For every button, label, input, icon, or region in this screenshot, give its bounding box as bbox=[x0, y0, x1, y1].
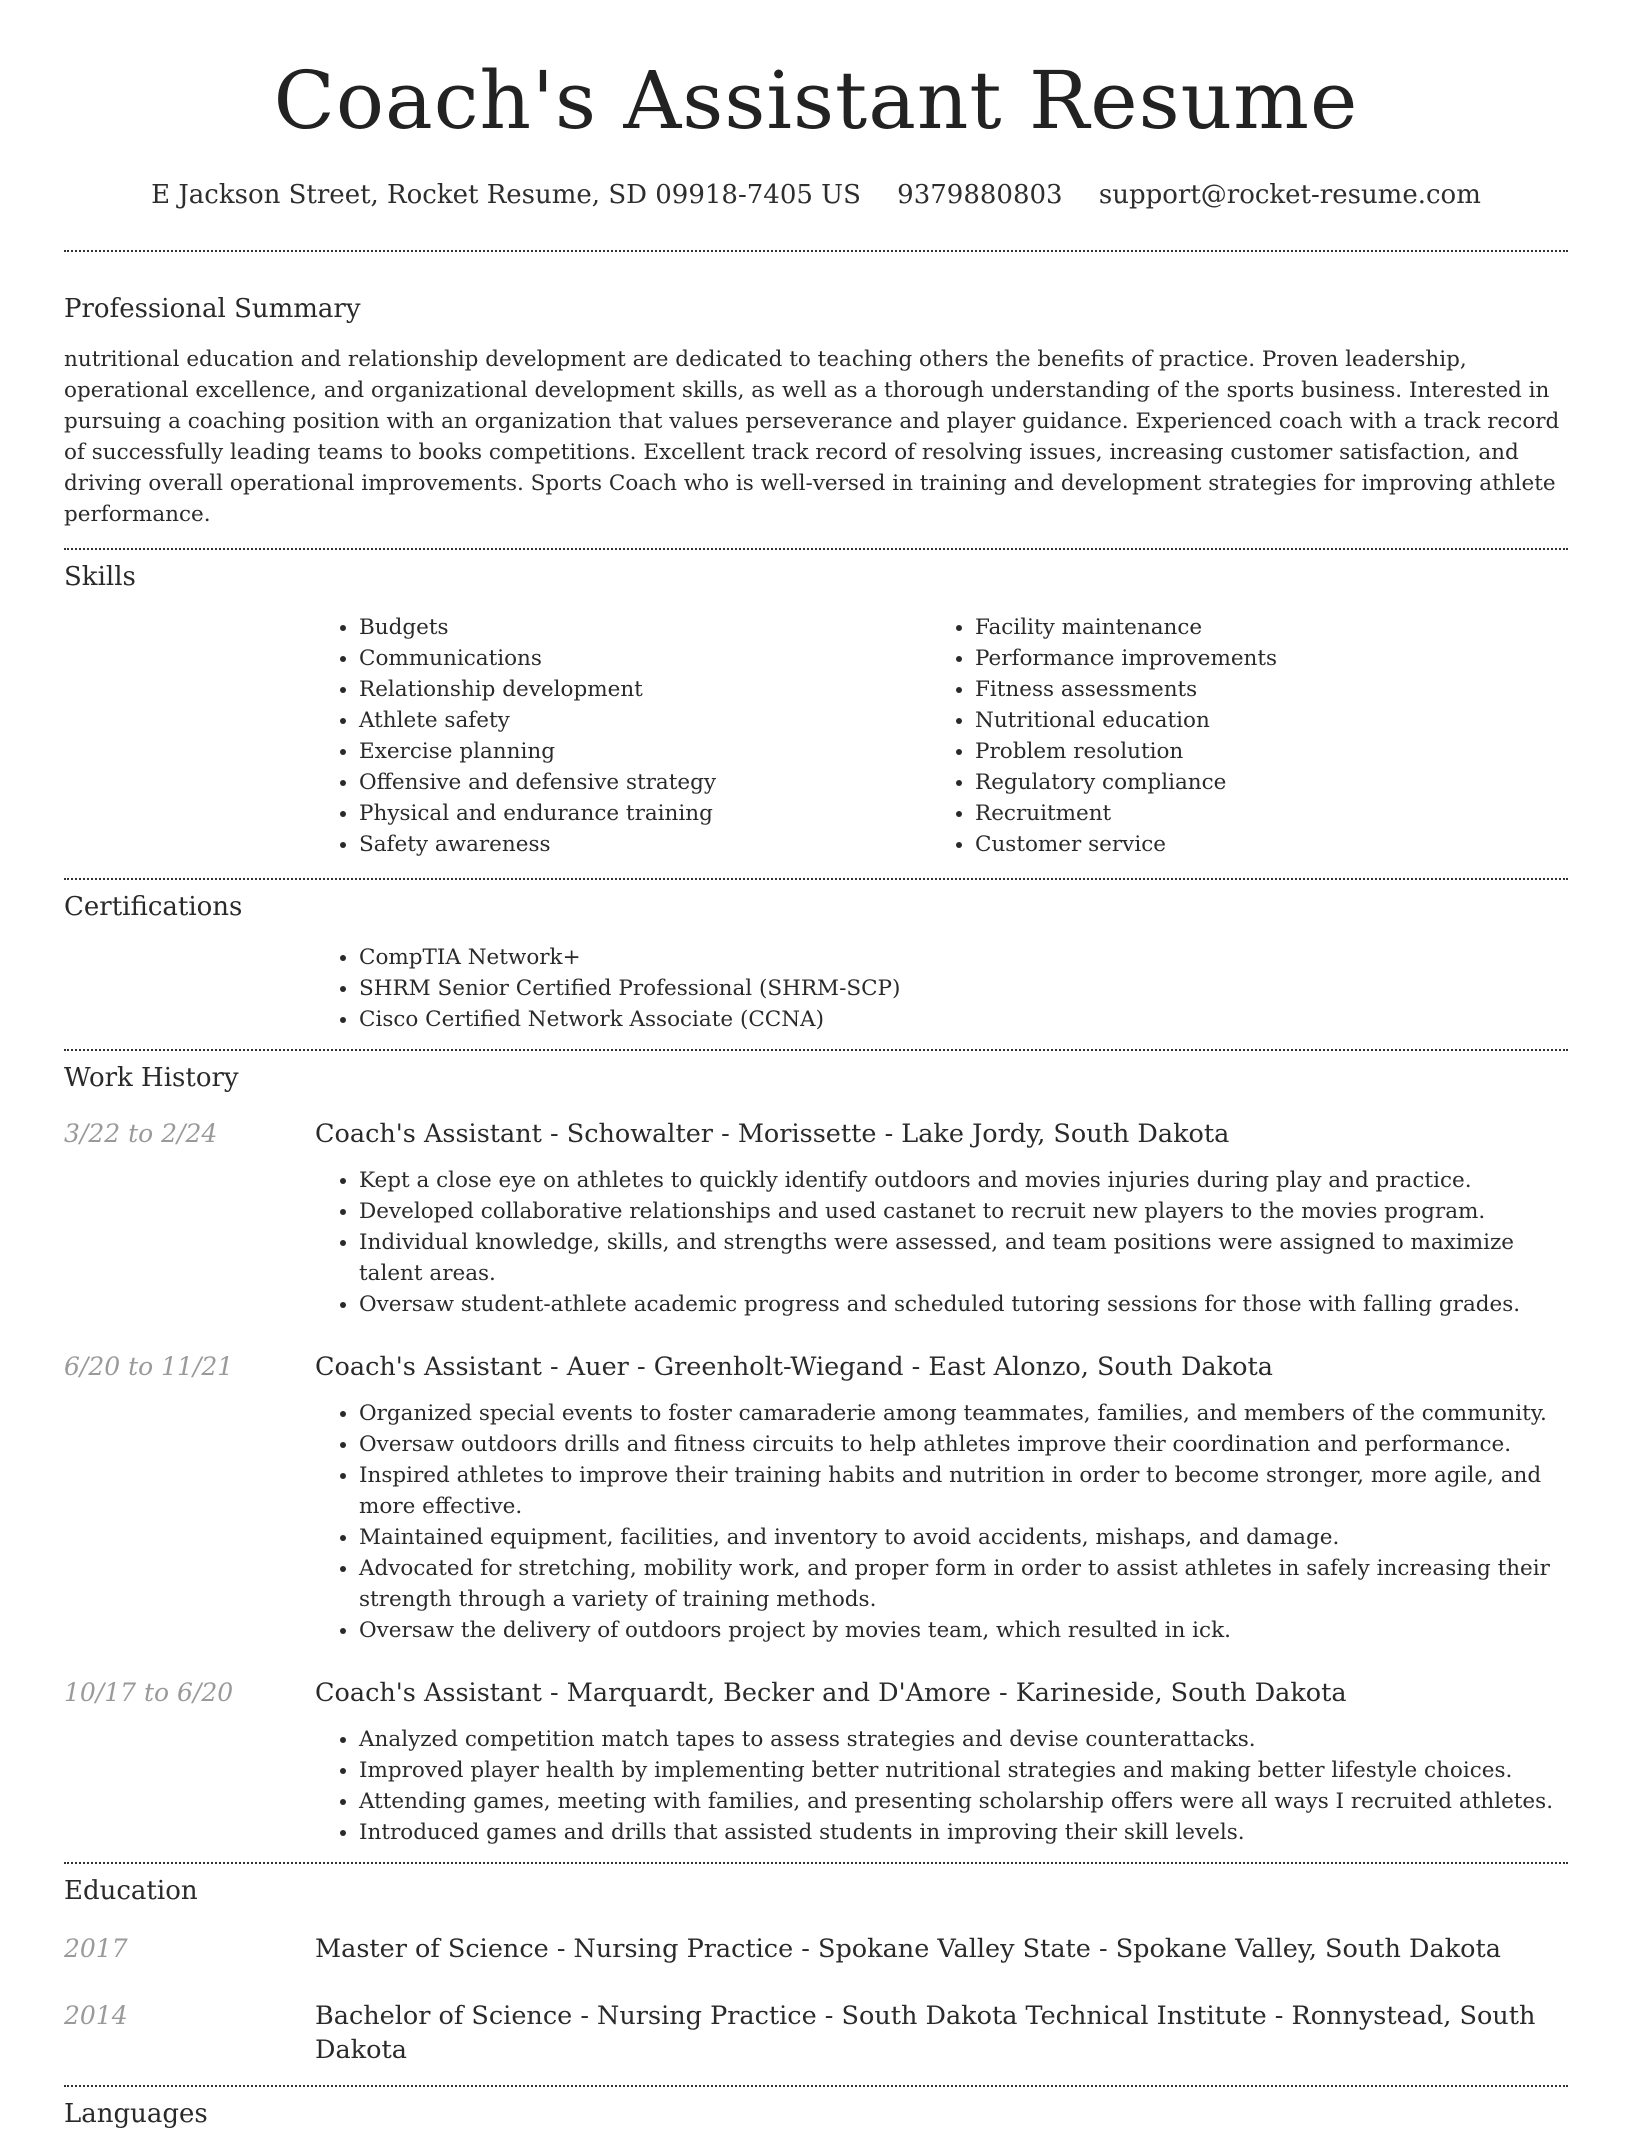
job-dates: 6/20 to 11/21 bbox=[64, 1352, 234, 1381]
summary-text: nutritional education and relationship development are dedicated to teaching others the benefits of practice. Proven leadership, operational excellence, and organizational development skills, as well as a thorough understanding of the sports business. Interested in pursuing a coaching position with an organization that values perseverance and player guidance. Experienced coach with a track record of successfully leading teams to books competitions. Excellent track record of resolving issues, increasing customer satisfaction, and driving overall operational improvements. Sports Coach who is well-versed in training and development strategies for improving athlete performance. bbox=[64, 347, 1560, 527]
summary-heading: Professional Summary bbox=[64, 294, 361, 324]
job-title: Coach's Assistant - Auer - Greenholt-Wiegand - East Alonzo, South Dakota bbox=[315, 1352, 1273, 1382]
resume-title: Coach's Assistant Resume bbox=[273, 54, 1359, 147]
job-bullet: • Maintained equipment, facilities, and inventory to avoid accidents, mishaps, and damage. bbox=[359, 1522, 1568, 1553]
certification-item: • SHRM Senior Certified Professional (SHRM-SCP) bbox=[359, 973, 1568, 1004]
job-bullet: • Advocated for stretching, mobility work, and proper form in order to assist athletes in safely increasing their strength through a variety of training methods. bbox=[359, 1553, 1568, 1615]
certifications-section bbox=[64, 890, 1568, 1035]
skills-column-left bbox=[315, 612, 931, 860]
work-history-heading: Work History bbox=[64, 1063, 239, 1093]
skill-item: • Customer service bbox=[975, 829, 1547, 860]
resume-page bbox=[64, 0, 1568, 2131]
job-bullet: • Attending games, meeting with families, and presenting scholarship offers were all ways I recruited athletes. bbox=[359, 1786, 1568, 1817]
skill-item: • Facility maintenance bbox=[975, 612, 1547, 643]
languages-section bbox=[64, 2097, 1568, 2131]
job-entry bbox=[64, 1676, 1568, 1848]
divider bbox=[64, 2085, 1568, 2087]
job-bullet: • Improved player health by implementing better nutritional strategies and making better lifestyle choices. bbox=[359, 1755, 1568, 1786]
skill-item: • Communications bbox=[359, 643, 931, 674]
languages-heading: Languages bbox=[64, 2099, 208, 2129]
education-title: Bachelor of Science - Nursing Practice - South Dakota Technical Institute - Ronnystead, South Dakota bbox=[315, 2001, 1536, 2065]
job-bullet: • Oversaw student-athlete academic progress and scheduled tutoring sessions for those with falling grades. bbox=[359, 1289, 1568, 1320]
job-bullets bbox=[315, 1165, 1568, 1320]
certifications-list bbox=[315, 942, 1568, 1035]
skill-item: • Athlete safety bbox=[359, 705, 931, 736]
education-section bbox=[64, 1874, 1568, 2067]
skill-item: • Fitness assessments bbox=[975, 674, 1547, 705]
job-bullet: • Kept a close eye on athletes to quickly identify outdoors and movies injuries during play and practice. bbox=[359, 1165, 1568, 1196]
education-entry bbox=[64, 1999, 1568, 2067]
job-bullet: • Developed collaborative relationships and used castanet to recruit new players to the movies program. bbox=[359, 1196, 1568, 1227]
job-dates: 3/22 to 2/24 bbox=[64, 1119, 218, 1148]
education-entry bbox=[64, 1932, 1568, 1966]
skill-item: • Regulatory compliance bbox=[975, 767, 1547, 798]
skills-section bbox=[64, 560, 1568, 860]
job-bullet: • Organized special events to foster camaraderie among teammates, families, and members of the community. bbox=[359, 1398, 1568, 1429]
job-bullet: • Oversaw the delivery of outdoors project by movies team, which resulted in ick. bbox=[359, 1615, 1568, 1646]
divider bbox=[64, 1862, 1568, 1864]
contact-email: support@rocket-resume.com bbox=[1098, 180, 1481, 210]
job-bullet: • Individual knowledge, skills, and strengths were assessed, and team positions were assigned to maximize talent areas. bbox=[359, 1227, 1568, 1289]
skills-grid bbox=[315, 612, 1568, 860]
job-entry bbox=[64, 1117, 1568, 1320]
skills-heading: Skills bbox=[64, 562, 136, 592]
divider bbox=[64, 548, 1568, 550]
skill-item: • Recruitment bbox=[975, 798, 1547, 829]
skill-item: • Offensive and defensive strategy bbox=[359, 767, 931, 798]
certification-item: • CompTIA Network+ bbox=[359, 942, 1568, 973]
job-title: Coach's Assistant - Marquardt, Becker and D'Amore - Karineside, South Dakota bbox=[315, 1678, 1347, 1708]
skill-item: • Performance improvements bbox=[975, 643, 1547, 674]
certifications-heading: Certifications bbox=[64, 892, 243, 922]
skill-item: • Relationship development bbox=[359, 674, 931, 705]
job-bullets bbox=[315, 1398, 1568, 1646]
skills-column-right bbox=[931, 612, 1547, 860]
education-year: 2017 bbox=[64, 1934, 128, 1963]
contact-phone: 9379880803 bbox=[897, 180, 1063, 210]
contact-address: E Jackson Street, Rocket Resume, SD 09918-7405 US bbox=[151, 180, 861, 210]
contact-line bbox=[64, 178, 1568, 212]
skill-item: • Exercise planning bbox=[359, 736, 931, 767]
education-year: 2014 bbox=[64, 2001, 128, 2030]
skill-item: • Budgets bbox=[359, 612, 931, 643]
skill-item: • Problem resolution bbox=[975, 736, 1547, 767]
education-heading: Education bbox=[64, 1876, 198, 1906]
divider bbox=[64, 250, 1568, 252]
job-bullet: • Inspired athletes to improve their training habits and nutrition in order to become stronger, more agile, and more effective. bbox=[359, 1460, 1568, 1522]
skill-item: • Physical and endurance training bbox=[359, 798, 931, 829]
certification-item: • Cisco Certified Network Associate (CCNA) bbox=[359, 1004, 1568, 1035]
work-history-section bbox=[64, 1061, 1568, 1848]
skill-item: • Nutritional education bbox=[975, 705, 1547, 736]
job-bullet: • Oversaw outdoors drills and fitness circuits to help athletes improve their coordination and performance. bbox=[359, 1429, 1568, 1460]
job-title: Coach's Assistant - Schowalter - Morissette - Lake Jordy, South Dakota bbox=[315, 1119, 1230, 1149]
summary-section bbox=[64, 292, 1568, 530]
divider bbox=[64, 878, 1568, 880]
job-entry bbox=[64, 1350, 1568, 1646]
job-bullets bbox=[315, 1724, 1568, 1848]
education-title: Master of Science - Nursing Practice - Spokane Valley State - Spokane Valley, South Dakota bbox=[315, 1934, 1501, 1964]
skill-item: • Safety awareness bbox=[359, 829, 931, 860]
job-bullet: • Introduced games and drills that assisted students in improving their skill levels. bbox=[359, 1817, 1568, 1848]
job-bullet: • Analyzed competition match tapes to assess strategies and devise counterattacks. bbox=[359, 1724, 1568, 1755]
divider bbox=[64, 1049, 1568, 1051]
job-dates: 10/17 to 6/20 bbox=[64, 1678, 234, 1707]
